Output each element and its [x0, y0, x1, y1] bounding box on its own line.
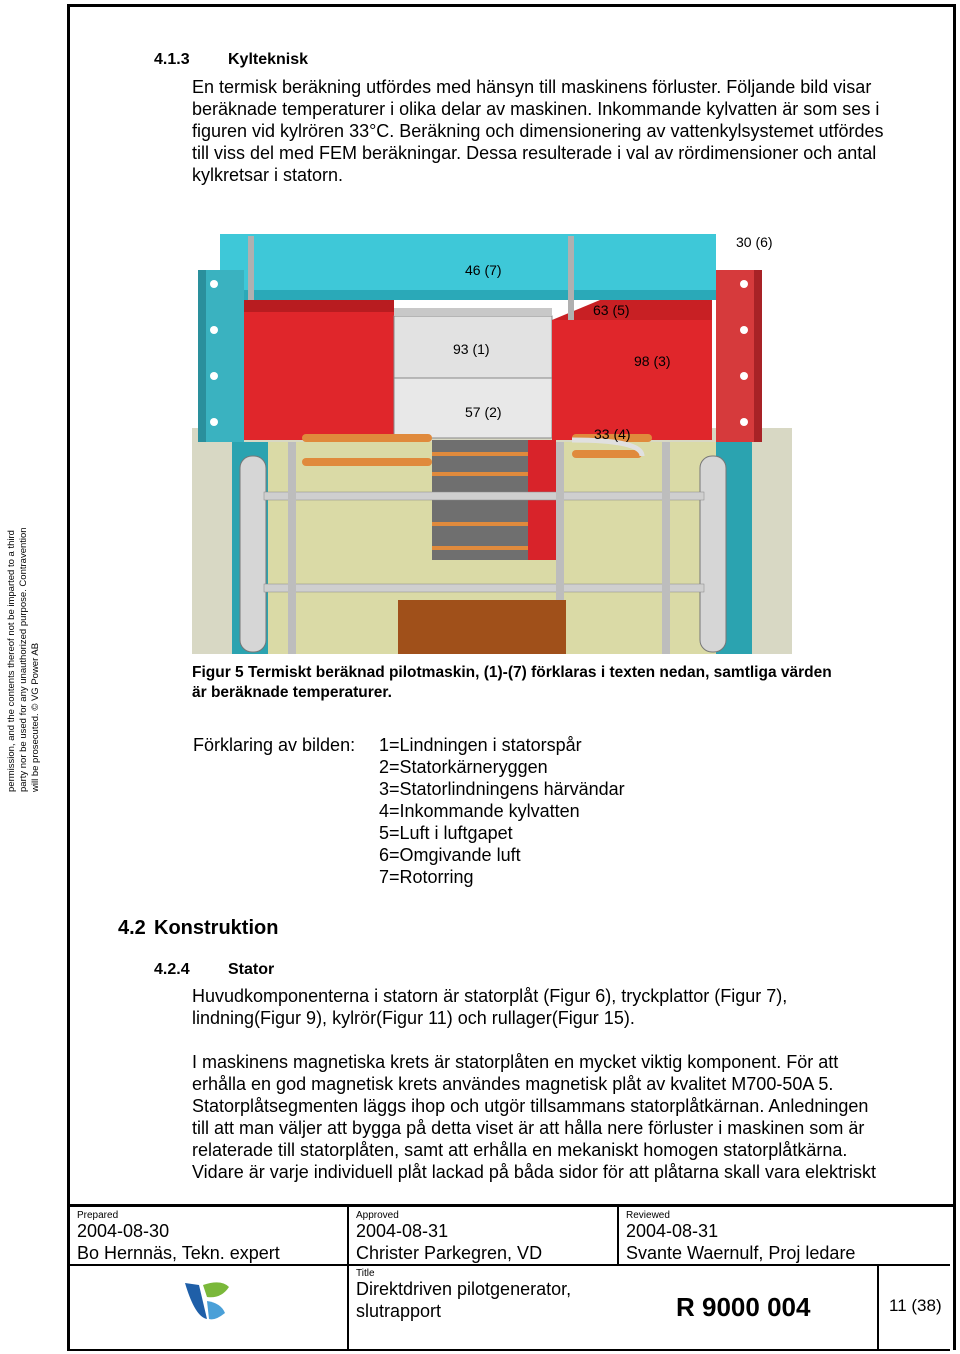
paragraph-line: Vidare är varje individuell plåt lackad på båda sidor för att plåtarna skall vara elektriskt — [192, 1162, 877, 1182]
bolt-icon — [740, 418, 748, 426]
bolt-icon — [740, 280, 748, 288]
air-gap-strip — [394, 308, 552, 316]
cooling-tube — [572, 450, 642, 458]
label-slot-winding: 93 (1) — [453, 341, 490, 357]
section-title: Stator — [228, 961, 275, 978]
section-number: 4.2.4 — [154, 961, 190, 978]
stack-strip — [432, 452, 532, 456]
bolt-icon — [740, 326, 748, 334]
caption-line: är beräknade temperaturer. — [192, 684, 392, 701]
caption-line: Figur 5 Termiskt beräknad pilotmaskin, (1)-(7) förklaras i texten nedan, samtliga värden — [192, 664, 832, 681]
paragraph-line: I maskinens magnetiska krets är statorplåten en mycket viktig komponent. För att — [192, 1052, 839, 1072]
legend-item: 5=Luft i luftgapet — [379, 823, 513, 843]
reviewed-date: 2004-08-31 — [626, 1221, 719, 1241]
approved-name: Christer Parkegren, VD — [356, 1243, 543, 1263]
legend-heading: Förklaring av bilden: — [193, 735, 356, 755]
section-number: 4.2 — [118, 917, 146, 939]
document-footer — [67, 1204, 956, 1350]
prepared-name: Bo Hernnäs, Tekn. expert — [77, 1243, 280, 1263]
sidebar-notice-line-2: party nor be used for any unauthorized purpose. Contravention — [18, 527, 29, 792]
rotor-bottom — [398, 600, 566, 654]
right-plate-edge — [754, 270, 762, 442]
frame-bar — [662, 442, 670, 654]
label-end-winding: 98 (3) — [634, 353, 671, 369]
label-rotor-ring: 46 (7) — [465, 262, 502, 278]
shaft — [264, 492, 704, 500]
approved-label: Approved — [356, 1210, 399, 1221]
paragraph-line: Huvudkomponenterna i statorn är statorplåt (Figur 6), tryckplattor (Figur 7), — [192, 986, 788, 1006]
stack-strip — [432, 522, 532, 526]
sidebar-notice-line-1: permission, and the contents thereof not be imparted to a third — [6, 530, 17, 792]
paragraph-line: lindning(Figur 9), kylrör(Figur 11) och rullager(Figur 15). — [192, 1008, 635, 1028]
document-number: R 9000 004 — [676, 1292, 811, 1322]
label-cooling-water: 33 (4) — [594, 426, 631, 442]
reviewed-label: Reviewed — [626, 1210, 670, 1221]
end-winding-left — [244, 300, 394, 440]
paragraph-line: till att man väljer att bygga på detta viset är att hålla nere förluster i maskinen som är — [192, 1118, 865, 1138]
footer-divider — [67, 1349, 950, 1351]
paragraph-line: figuren vid kylrören 33°C. Beräkning och dimensionering av vattenkylsystemet utfördes — [192, 121, 884, 141]
logo-blue-shape — [185, 1283, 207, 1319]
legend-item: 7=Rotorring — [379, 867, 474, 887]
logo-lightblue-shape — [207, 1301, 225, 1319]
paragraph-line: erhålla en god magnetisk krets användes magnetisk plåt av kvalitet M700-50A 5. — [192, 1074, 834, 1094]
label-air-gap: 63 (5) — [593, 302, 630, 318]
stator-paragraph-2 — [192, 1051, 942, 1183]
paragraph-line: beräknade temperaturer i olika delar av maskinen. Inkommande kylvatten är som ses i — [192, 99, 880, 119]
section-number: 4.1.3 — [154, 51, 190, 68]
paragraph-line: kylkretsar i statorn. — [192, 165, 344, 185]
document-title-line-1: Direktdriven pilotgenerator, — [356, 1279, 572, 1299]
bolt-rod — [568, 236, 574, 320]
shaft — [264, 584, 704, 592]
paragraph-line: En termisk beräkning utfördes med hänsyn till maskinens förluster. Följande bild visar — [192, 77, 872, 97]
paragraph-line: till viss del med FEM beräkningar. Dessa resulterade i val av rördimensioner och antal — [192, 143, 877, 163]
footer-divider — [67, 1264, 950, 1266]
end-winding-right-top — [552, 300, 712, 320]
prepared-date: 2004-08-30 — [77, 1221, 170, 1241]
bolt-icon — [210, 418, 218, 426]
company-logo-icon — [181, 1277, 233, 1323]
thermal-figure — [192, 228, 792, 654]
sidebar-notice-line-3: will be prosecuted. © VG Power AB — [30, 642, 41, 792]
stack-strip — [432, 546, 532, 550]
end-disk-right — [700, 456, 726, 652]
page-number: 11 (38) — [889, 1296, 942, 1315]
left-plate-edge — [198, 270, 206, 442]
footer-divider — [617, 1207, 619, 1265]
cooling-tube — [302, 458, 432, 466]
legend-item: 3=Statorlindningens härvändar — [379, 779, 625, 799]
section-paragraph — [192, 76, 942, 186]
legend-item: 4=Inkommande kylvatten — [379, 801, 580, 821]
footer-divider — [347, 1207, 349, 1350]
section-title: Kylteknisk — [228, 51, 309, 68]
bolt-icon — [210, 280, 218, 288]
section-title: Konstruktion — [154, 917, 279, 939]
legend-item: 6=Omgivande luft — [379, 845, 521, 865]
rotor-ring-edge — [220, 290, 716, 300]
bolt-icon — [210, 372, 218, 380]
paragraph-line: relaterade till statorplåten, samt att erhålla en mekaniskt homogen statorplåtkärna. — [192, 1140, 848, 1160]
label-ambient-air: 30 (6) — [736, 234, 773, 250]
cooling-tube — [302, 434, 432, 442]
figure-caption — [192, 663, 932, 703]
legend-list — [379, 734, 625, 888]
title-label: Title — [356, 1268, 375, 1279]
end-winding-right — [552, 320, 712, 440]
bolt-icon — [210, 326, 218, 334]
stator-paragraph-1 — [192, 985, 942, 1029]
label-core-yoke: 57 (2) — [465, 404, 502, 420]
legend-item: 2=Statorkärneryggen — [379, 757, 548, 777]
frame-bar — [288, 442, 296, 654]
end-winding-left-shade — [244, 300, 394, 312]
bolt-rod — [248, 236, 254, 300]
paragraph-line: Statorplåtsegmenten läggs ihop och utgör tillsammans statorplåtkärnan. Anledningen — [192, 1096, 869, 1116]
stack-strip — [432, 472, 532, 476]
end-disk-left — [240, 456, 266, 652]
legend-item: 1=Lindningen i statorspår — [379, 735, 582, 755]
footer-divider — [877, 1265, 879, 1350]
document-title-line-2: slutrapport — [356, 1301, 442, 1321]
logo-green-shape — [203, 1282, 229, 1297]
approved-date: 2004-08-31 — [356, 1221, 449, 1241]
bolt-icon — [740, 372, 748, 380]
reviewed-name: Svante Waernulf, Proj ledare — [626, 1243, 856, 1263]
prepared-label: Prepared — [77, 1210, 119, 1221]
